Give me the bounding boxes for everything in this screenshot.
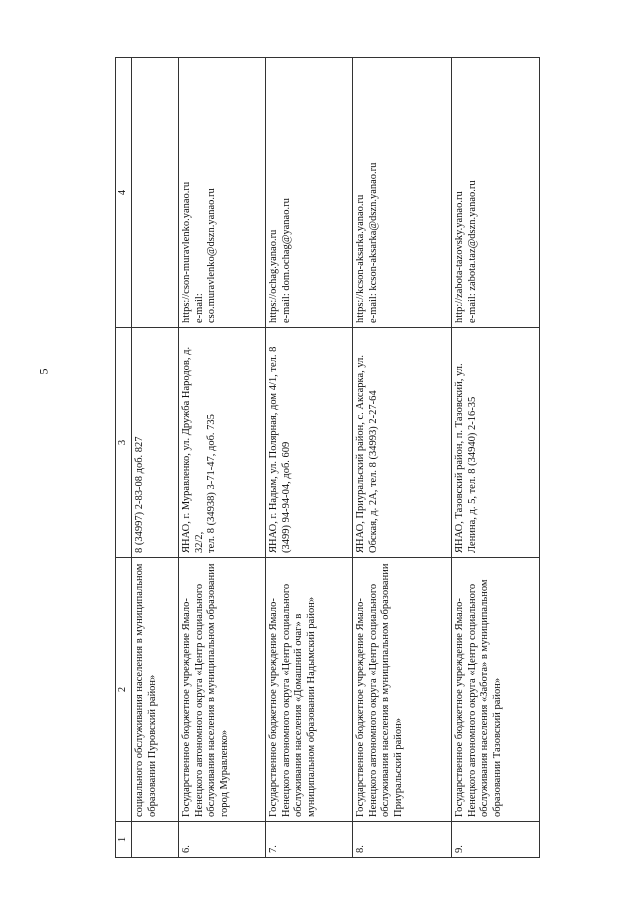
- row-number: 7.: [266, 822, 353, 858]
- institution-address: ЯНАО, г. Муравленко, ул. Дружба Народов, д. 32/2, тел. 8 (34938) 3-71-47, доб. 735: [179, 328, 266, 558]
- table-row: [179, 58, 266, 858]
- table-row: [266, 58, 353, 858]
- row-number: 6.: [179, 822, 266, 858]
- institution-contacts: http://zabota-tazovsky.yanao.ru e-mail: zabota.taz@dszn.yanao.ru: [452, 58, 540, 328]
- institution-contacts: https://cson-muravlenko.yanao.ru e-mail: cso.muravlenko@dszn.yanao.ru: [179, 58, 266, 328]
- institution-contacts: https://kcson-aksarka.yanao.ru e-mail: kcson-aksarka@dszn.yanao.ru: [353, 58, 452, 328]
- institution-name: Государственное бюджетное учреждение Ямало-Ненецкого автономного округа «Центр социального обслуживания населения в муниципальном образовании Приуральский район»: [353, 558, 452, 822]
- header-cell-2: 2: [116, 558, 132, 822]
- institution-address: ЯНАО, Тазовский район, п. Тазовский, ул. Ленина, д. 5, тел. 8 (34940) 2-16-35: [452, 328, 540, 558]
- institution-contacts: [132, 58, 179, 328]
- row-number: [132, 822, 179, 858]
- header-cell-3: 3: [116, 328, 132, 558]
- row-number: 9.: [452, 822, 540, 858]
- table-row: [452, 58, 540, 858]
- row-number: 8.: [353, 822, 452, 858]
- institution-name: Государственное бюджетное учреждение Ямало-Ненецкого автономного округа «Центр социального обслуживания населения в муниципальном образовании город Муравленко»: [179, 558, 266, 822]
- table-row: [353, 58, 452, 858]
- header-cell-4: 4: [116, 58, 132, 328]
- institution-address: ЯНАО, Приуральский район, с. Аксарка, ул. Обская, д. 2А, тел. 8 (34993) 2-27-64: [353, 328, 452, 558]
- institution-name: социального обслуживания населения в муниципальном образовании Пуровский район»: [132, 558, 179, 822]
- page-number: 5: [36, 368, 51, 375]
- institutions-table: [115, 57, 540, 858]
- institution-address: ЯНАО, г. Надым, ул. Полярная, дом 4/1, тел. 8 (3499) 94-94-04, доб. 609: [266, 328, 353, 558]
- table-header-row: [116, 58, 132, 858]
- institution-address: 8 (34997) 2-83-08 доб. 827: [132, 328, 179, 558]
- institution-contacts: https://ochag.yanao.ru e-mail: dom.ochag@yanao.ru: [266, 58, 353, 328]
- rotated-table-container: [115, 58, 515, 858]
- table-row: [132, 58, 179, 858]
- institution-name: Государственное бюджетное учреждение Ямало-Ненецкого автономного округа «Центр социального обслуживания населения «Домашний очаг» в муниципальном образовании Надымский район»: [266, 558, 353, 822]
- header-cell-1: 1: [116, 822, 132, 858]
- institution-name: Государственное бюджетное учреждение Ямало-Ненецкого автономного округа «Центр социального обслуживания населения «Забота» в муниципальном образовании Тазовский район»: [452, 558, 540, 822]
